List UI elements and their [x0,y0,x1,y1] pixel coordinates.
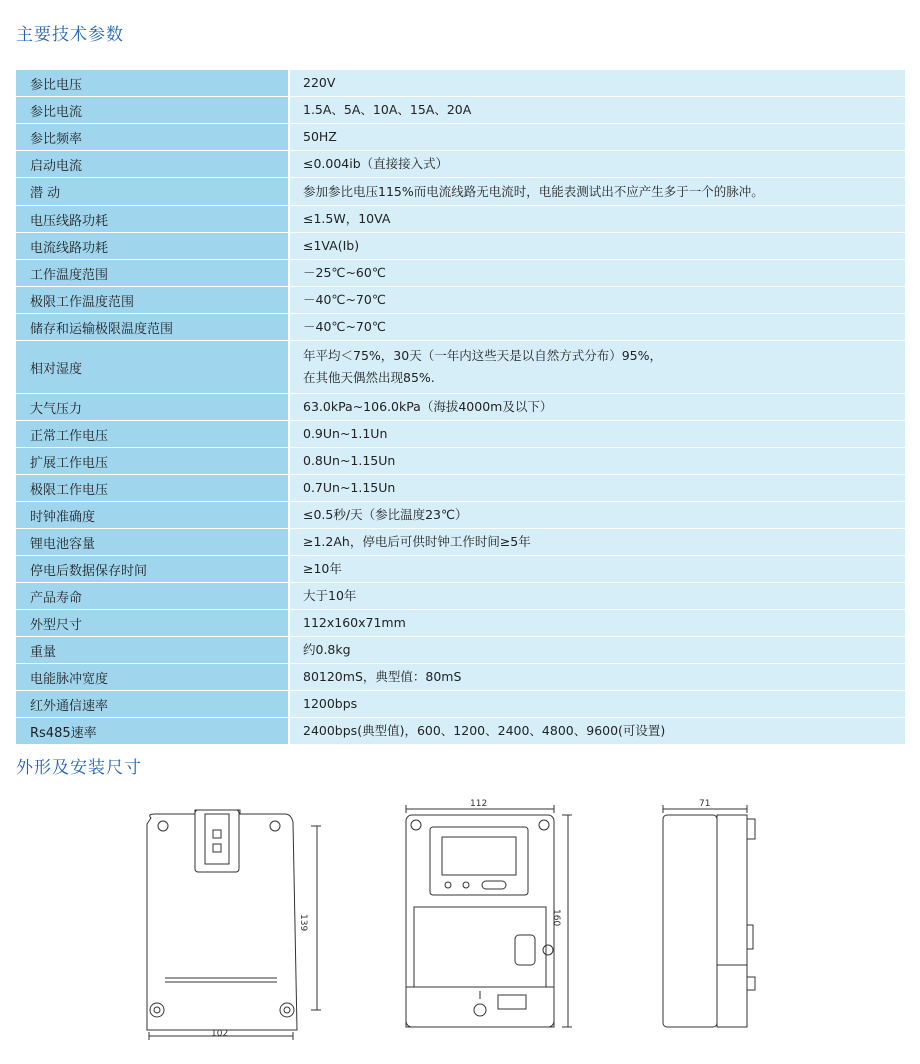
spec-value [288,394,905,420]
spec-label: 极限工作温度范围 [16,287,288,313]
spec-value-line: 0.8Un~1.15Un [303,453,396,468]
spec-value-line: ≤0.5秒/天（参比温度23℃） [303,507,468,522]
spec-value [288,691,905,717]
spec-label: 启动电流 [16,151,288,177]
spec-row [16,151,905,178]
spec-value-line: 0.7Un~1.15Un [303,480,396,495]
spec-value-line: 1.5A、5A、10A、15A、20A [303,102,472,117]
spec-label: 锂电池容量 [16,529,288,555]
spec-value [288,664,905,690]
spec-value [288,583,905,609]
spec-value [288,610,905,636]
spec-row [16,341,905,394]
spec-value [288,70,905,96]
spec-value [288,718,905,744]
spec-value [288,475,905,501]
back-height-dim: 139 [298,914,308,932]
spec-value [288,287,905,313]
spec-value [288,556,905,582]
spec-row [16,691,905,718]
spec-row [16,124,905,151]
spec-value-line: ≥10年 [303,561,342,576]
spec-row [16,178,905,206]
spec-row [16,394,905,421]
spec-row [16,448,905,475]
spec-value [288,178,905,205]
spec-value-line: ≤1VA(Ib) [303,238,360,253]
spec-value-line: －40℃~70℃ [303,319,386,334]
spec-label: 电压线路功耗 [16,206,288,232]
front-view-drawing [400,795,580,1040]
spec-label: 极限工作电压 [16,475,288,501]
spec-value-line: ≥1.2Ah，停电后可供时钟工作时间≥5年 [303,534,531,549]
spec-row [16,583,905,610]
spec-label: Rs485速率 [16,718,288,744]
spec-row [16,233,905,260]
spec-value-line: 63.0kPa~106.0kPa（海拔4000m及以下） [303,399,553,414]
spec-label: 储存和运输极限温度范围 [16,314,288,340]
spec-value-line: 0.9Un~1.1Un [303,426,388,441]
spec-value [288,151,905,177]
spec-value [288,502,905,528]
spec-row [16,314,905,341]
spec-row [16,502,905,529]
back-view-drawing [135,800,325,1045]
spec-value [288,233,905,259]
spec-row [16,718,905,745]
back-body-outline [147,810,297,1030]
spec-value [288,260,905,286]
spec-value [288,637,905,663]
spec-row [16,260,905,287]
spec-row [16,206,905,233]
spec-label: 大气压力 [16,394,288,420]
spec-row [16,637,905,664]
back-width-dim: 102 [211,1029,229,1039]
spec-label: 外型尺寸 [16,610,288,636]
spec-row [16,287,905,314]
spec-value-line: 50HZ [303,129,337,144]
spec-row [16,97,905,124]
spec-label: 潜 动 [16,178,288,205]
spec-value-line: －40℃~70℃ [303,292,386,307]
dimensions-section-title: 外形及安装尺寸 [16,758,142,778]
spec-label: 产品寿命 [16,583,288,609]
spec-label: 参比频率 [16,124,288,150]
spec-label: 停电后数据保存时间 [16,556,288,582]
spec-value [288,448,905,474]
spec-value [288,97,905,123]
spec-label: 参比电压 [16,70,288,96]
spec-row [16,475,905,502]
spec-value [288,421,905,447]
spec-value-line: ≤1.5W，10VA [303,211,391,226]
spec-label: 工作温度范围 [16,260,288,286]
spec-row [16,610,905,637]
spec-value [288,206,905,232]
spec-label: 重量 [16,637,288,663]
spec-value [288,529,905,555]
spec-label: 扩展工作电压 [16,448,288,474]
spec-value-line: 220V [303,75,336,90]
spec-value-line: 2400bps(典型值)，600、1200、2400、4800、9600(可设置) [303,723,666,738]
spec-value-line: 约0.8kg [303,642,351,657]
spec-value-line: 大于10年 [303,588,357,603]
front-width-dim: 112 [470,799,488,809]
spec-value-line: 在其他天偶然出现85%. [303,370,435,385]
spec-row [16,529,905,556]
spec-value-line: ≤0.004ib（直接接入式） [303,156,449,171]
spec-label: 电流线路功耗 [16,233,288,259]
spec-value-line: 80120mS，典型值：80mS [303,669,462,684]
spec-label: 电能脉冲宽度 [16,664,288,690]
spec-value [288,124,905,150]
specs-section-title: 主要技术参数 [16,25,124,45]
side-view-drawing [655,795,765,1040]
spec-row [16,421,905,448]
spec-label: 正常工作电压 [16,421,288,447]
spec-value-line: 年平均＜75%，30天（一年内这些天是以自然方式分布）95%， [303,348,662,363]
spec-value [288,341,905,393]
spec-row [16,556,905,583]
spec-value-line: 112x160x71mm [303,615,406,630]
spec-row [16,70,905,97]
spec-label: 时钟准确度 [16,502,288,528]
spec-label: 相对湿度 [16,341,288,393]
spec-value-line: 1200bps [303,696,358,711]
spec-value-line: 参加参比电压115%而电流线路无电流时，电能表测试出不应产生多于一个的脉冲。 [303,183,764,199]
spec-value [288,314,905,340]
spec-value-line: －25℃~60℃ [303,265,386,280]
side-depth-dim: 71 [699,799,711,809]
front-height-dim: 160 [551,909,561,927]
specs-table [16,70,905,745]
spec-label: 参比电流 [16,97,288,123]
spec-row [16,664,905,691]
spec-label: 红外通信速率 [16,691,288,717]
